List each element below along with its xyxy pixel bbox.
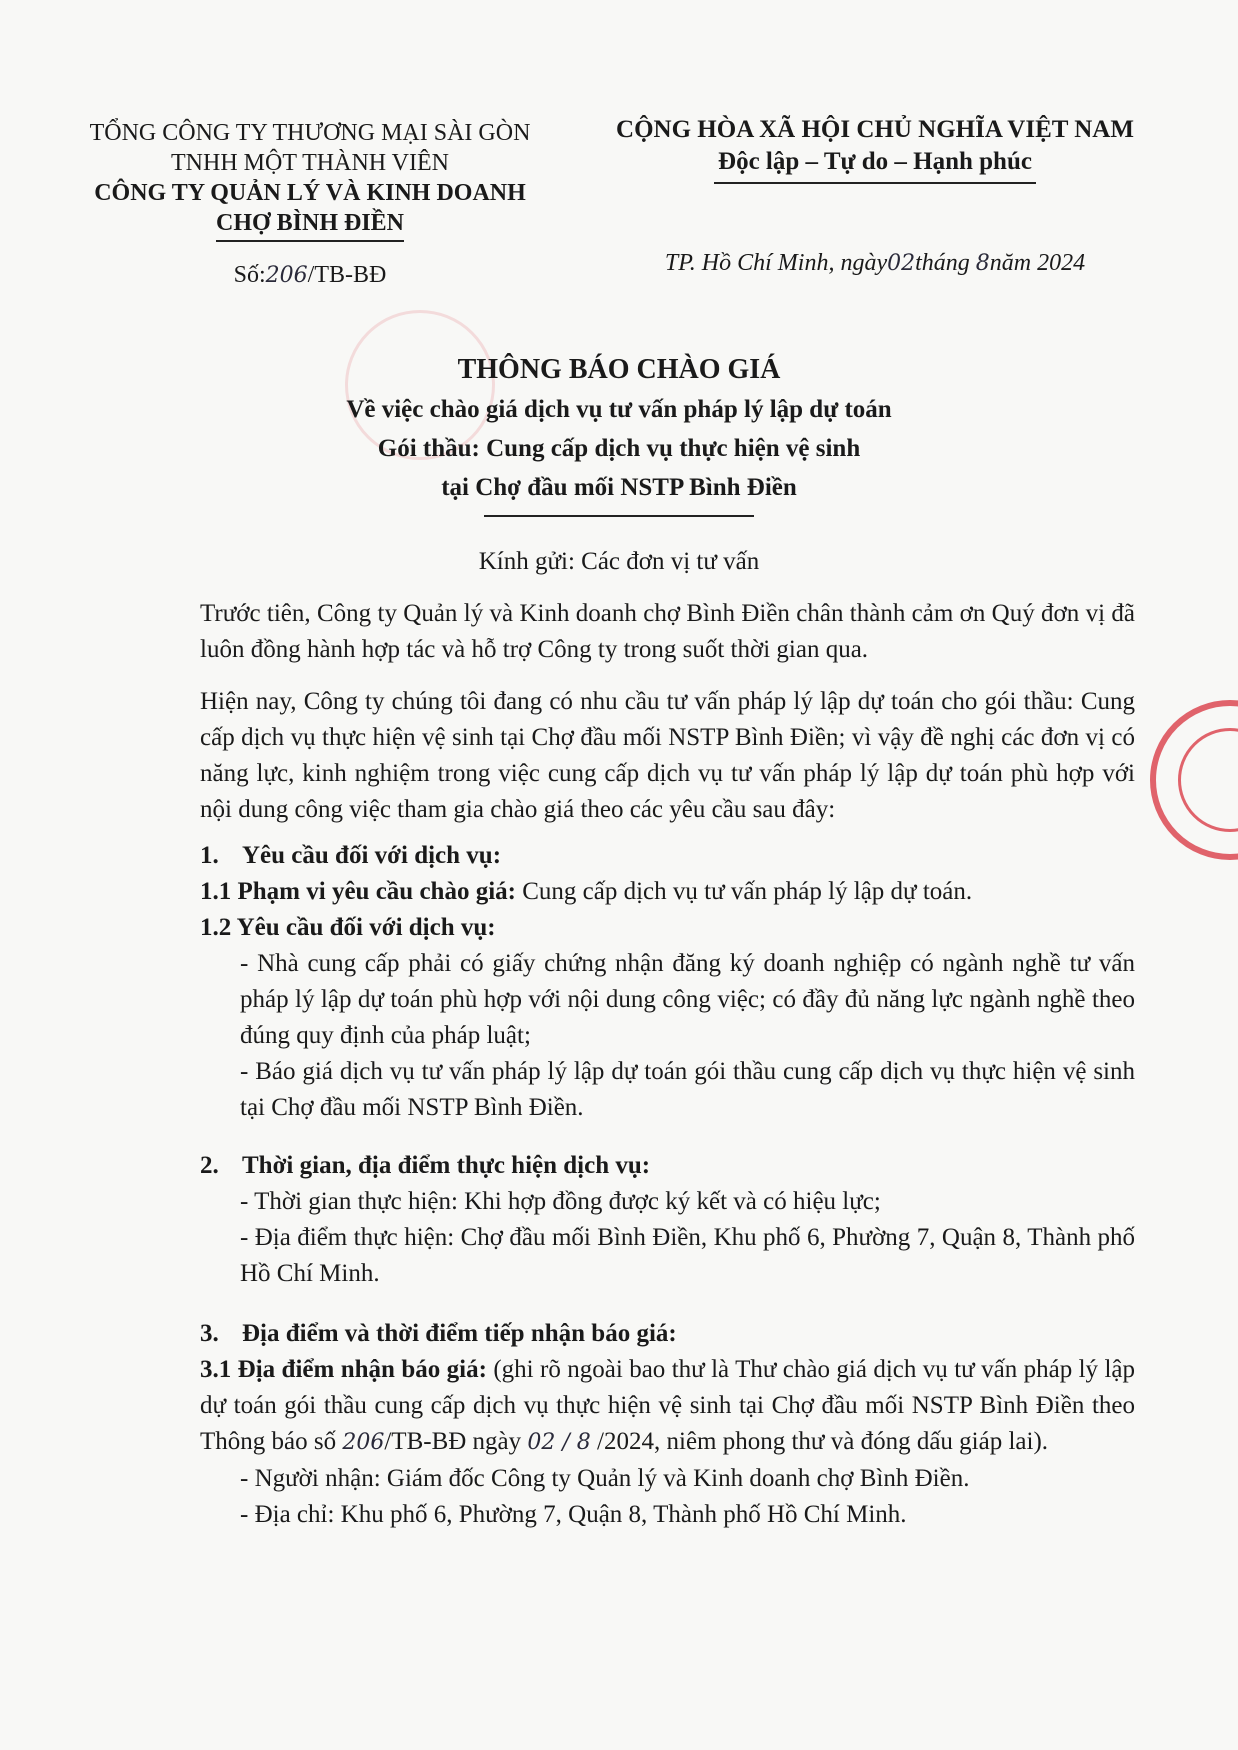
greeting: Kính gửi: Các đơn vị tư vấn (478, 548, 760, 575)
section-3-heading: 3. Địa điểm và thời điểm tiếp nhận báo giá: (200, 1320, 677, 1347)
org-name-line-1: CÔNG TY QUẢN LÝ VÀ KINH DOANH (94, 180, 526, 206)
title-divider (484, 515, 754, 517)
paragraph-request: Hiện nay, Công ty chúng tôi đang có nhu cầu tư vấn pháp lý lập dự toán cho gói thầu: Cung cấp dịch vụ thực hiện vệ sinh tại Chợ đầu mối NSTP Bình Điền; vì vậy đề nghị các đơn vị có năng lực, kinh nghiệm trong việc cung cấp dịch vụ tư vấn pháp lý lập dự toán phù hợp với nội dung công việc tham gia chào giá theo các yêu cầu sau đây: (200, 688, 1135, 823)
org-header (60, 118, 560, 291)
handwritten-notice-number: 206 (342, 1430, 385, 1455)
org-parent-line-2: TNHH MỘT THÀNH VIÊN (171, 150, 449, 176)
section-1 (200, 838, 1135, 1126)
section-3 (200, 1316, 1135, 1533)
org-name-line-2: CHỢ BÌNH ĐIỀN (216, 208, 404, 242)
section-1-2-item-1: - Nhà cung cấp phải có giấy chứng nhận đăng ký doanh nghiệp có ngành nghề tư vấn pháp lý lập dự toán phù hợp với nội dung công việc; có đầy đủ năng lực ngành nghề theo đúng quy định của pháp luật; (240, 950, 1135, 1049)
document-number: Số:206/TB-BĐ (233, 262, 387, 288)
handwritten-month: 8 (975, 251, 990, 276)
section-2-heading: 2. Thời gian, địa điểm thực hiện dịch vụ: (200, 1152, 651, 1179)
paragraph-intro: Trước tiên, Công ty Quản lý và Kinh doanh chợ Bình Điền chân thành cảm ơn Quý đơn vị đã luôn đồng hành hợp tác và hỗ trợ Công ty trong suốt thời gian qua. (200, 600, 1135, 663)
section-3-1: 3.1 Địa điểm nhận báo giá: (ghi rõ ngoài bao thư là Thư chào giá dịch vụ tư vấn pháp lý lập dự toán gói thầu cung cấp dịch vụ thực hiện vệ sinh tại Chợ đầu mối NSTP Bình Điền theo Thông báo số 206/TB-BĐ ngày 02 / 8 /2024, niêm phong thư và đóng dấu giáp lai). (200, 1356, 1135, 1455)
national-header (600, 114, 1150, 184)
section-1-2-item-2: - Báo giá dịch vụ tư vấn pháp lý lập dự toán gói thầu cung cấp dịch vụ thực hiện vệ sinh tại Chợ đầu mối NSTP Bình Điền. (240, 1058, 1135, 1121)
title-main: THÔNG BÁO CHÀO GIÁ (457, 354, 781, 385)
country-name: CỘNG HÒA XÃ HỘI CHỦ NGHĨA VIỆT NAM (616, 116, 1134, 143)
document-title (0, 350, 1238, 517)
title-location: tại Chợ đầu mối NSTP Bình Điền (441, 474, 797, 501)
handwritten-notice-date: 02 / 8 (527, 1430, 591, 1455)
section-2 (200, 1148, 1135, 1292)
title-package: Gói thầu: Cung cấp dịch vụ thực hiện vệ sinh (377, 435, 861, 462)
section-1-1: 1.1 Phạm vi yêu cầu chào giá: Cung cấp dịch vụ tư vấn pháp lý lập dự toán. (200, 878, 973, 905)
section-3-item-recipient: - Người nhận: Giám đốc Công ty Quản lý và Kinh doanh chợ Bình Điền. (240, 1465, 970, 1492)
section-3-item-address: - Địa chỉ: Khu phố 6, Phường 7, Quận 8, Thành phố Hồ Chí Minh. (240, 1501, 907, 1528)
handwritten-day: 02 (887, 251, 916, 276)
title-subject: Về việc chào giá dịch vụ tư vấn pháp lý lập dự toán (346, 396, 892, 423)
company-seal-inner-ring (1178, 728, 1238, 832)
section-1-2-heading: 1.2 Yêu cầu đối với dịch vụ: (200, 914, 496, 941)
national-motto: Độc lập – Tự do – Hạnh phúc (714, 146, 1036, 184)
company-seal-stamp (1150, 700, 1238, 860)
section-2-item-2: - Địa điểm thực hiện: Chợ đầu mối Bình Điền, Khu phố 6, Phường 7, Quận 8, Thành phố Hồ Chí Minh. (240, 1224, 1135, 1287)
section-1-heading: 1. Yêu cầu đối với dịch vụ: (200, 842, 502, 869)
org-parent-line-1: TỔNG CÔNG TY THƯƠNG MẠI SÀI GÒN (89, 120, 531, 146)
section-2-item-1: - Thời gian thực hiện: Khi hợp đồng được ký kết và có hiệu lực; (240, 1188, 881, 1215)
handwritten-doc-number: 206 (265, 263, 308, 288)
document-date: TP. Hồ Chí Minh, ngày02tháng 8năm 2024 (664, 250, 1086, 276)
